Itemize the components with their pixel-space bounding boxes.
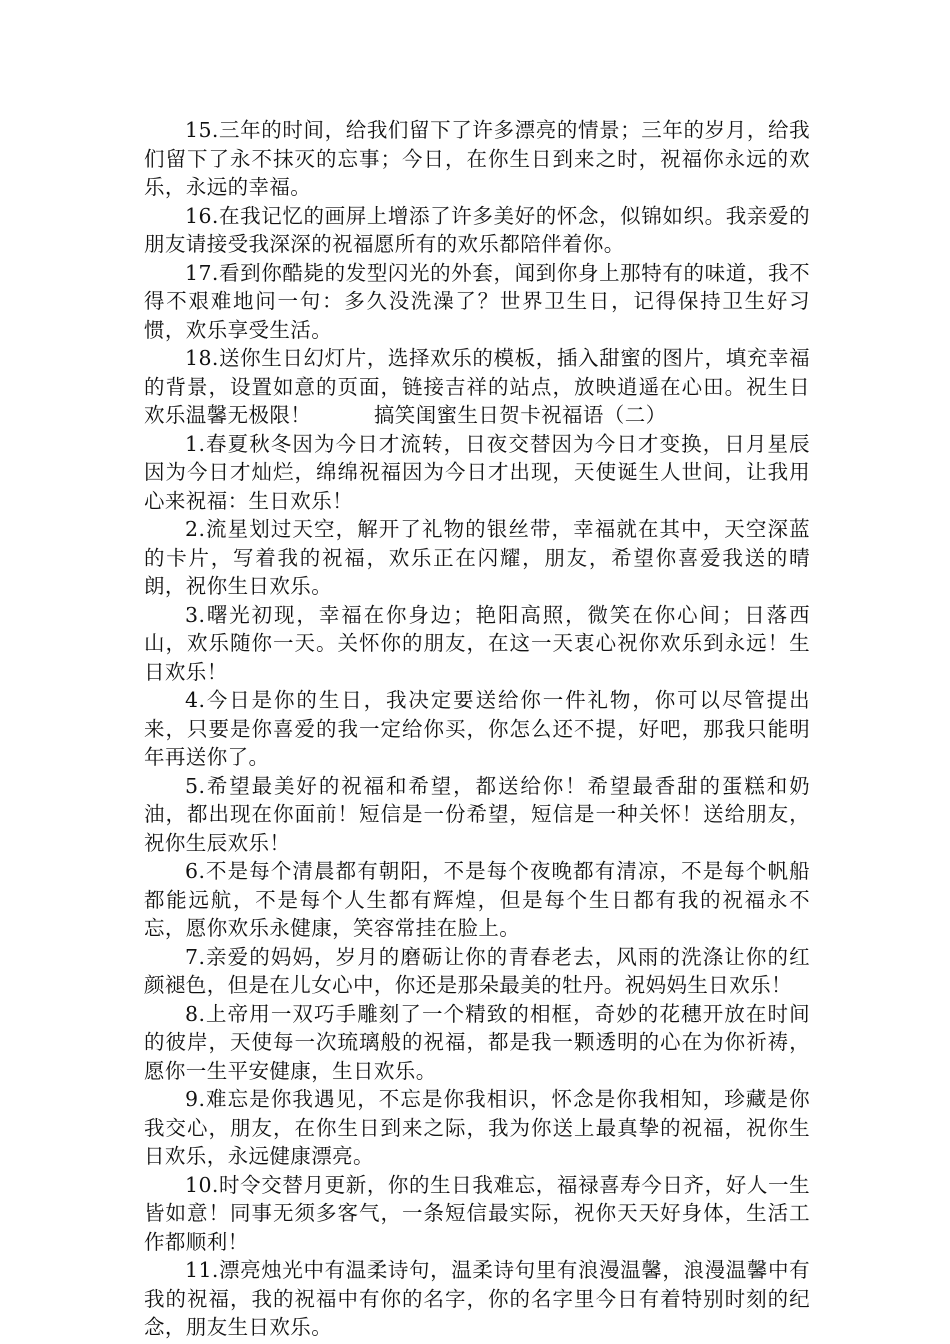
paragraph: 17.看到你酷毙的发型闪光的外套，闻到你身上那特有的味道，我不得不艰难地问一句：多久没洗澡了？世界卫生日，记得保持卫生好习惯，欢乐享受生活。 xyxy=(144,260,810,342)
paragraph: 2.流星划过天空，解开了礼物的银丝带，幸福就在其中，天空深蓝的卡片，写着我的祝福，欢乐正在闪耀，朋友，希望你喜爱我送的晴朗，祝你生日欢乐。 xyxy=(144,517,810,598)
paragraph: 5.希望最美好的祝福和希望，都送给你！希望最香甜的蛋糕和奶油，都出现在你面前！短信是一份希望，短信是一种关怀！送给朋友，祝你生辰欢乐！ xyxy=(144,773,810,855)
paragraph: 4.今日是你的生日，我决定要送给你一件礼物，你可以尽管提出来，只要是你喜爱的我一定给你买，你怎么还不提，好吧，那我只能明年再送你了。 xyxy=(144,688,810,769)
paragraph: 8.上帝用一双巧手雕刻了一个精致的相框，奇妙的花穗开放在时间的彼岸，天使每一次琉璃般的祝福，都是我一颗透明的心在为你祈祷，愿你一生平安健康，生日欢乐。 xyxy=(144,1001,810,1083)
paragraph: 10.时令交替月更新，你的生日我难忘，福禄喜寿今日齐，好人一生皆如意！同事无须多客气，一条短信最实际，祝你天天好身体，生活工作都顺利！ xyxy=(144,1172,810,1254)
paragraph: 11.漂亮烛光中有温柔诗句，温柔诗句里有浪漫温馨，浪漫温馨中有我的祝福，我的祝福中有你的名字，你的名字里今日有着特别时刻的纪念，朋友生日欢乐。 xyxy=(144,1258,810,1339)
paragraph: 9.难忘是你我遇见，不忘是你我相识，怀念是你我相知，珍藏是你我交心，朋友，在你生日到来之际，我为你送上最真挚的祝福，祝你生日欢乐，永远健康漂亮。 xyxy=(144,1087,810,1168)
paragraph: 1.春夏秋冬因为今日才流转，日夜交替因为今日才变换，日月星辰因为今日才灿烂，绵绵祝福因为今日才出现，天使诞生人世间，让我用心来祝福：生日欢乐！ xyxy=(144,431,810,513)
paragraph: 16.在我记忆的画屏上增添了许多美好的怀念，似锦如织。我亲爱的朋友请接受我深深的祝福愿所有的欢乐都陪伴着你。 xyxy=(144,203,810,256)
paragraph: 15.三年的时间，给我们留下了许多漂亮的情景；三年的岁月，给我们留下了永不抹灭的忘事；今日，在你生日到来之时，祝福你永远的欢乐，永远的幸福。 xyxy=(144,118,810,199)
paragraph: 7.亲爱的妈妈，岁月的磨砺让你的青春老去，风雨的洗涤让你的红颜褪色，但是在儿女心中，你还是那朵最美的牡丹。祝妈妈生日欢乐！ xyxy=(144,944,810,997)
document-body xyxy=(144,116,810,1342)
paragraph: 6.不是每个清晨都有朝阳，不是每个夜晚都有清凉，不是每个帆船都能远航，不是每个人生都有辉煌，但是每个生日都有我的祝福永不忘，愿你欢乐永健康，笑容常挂在脸上。 xyxy=(144,859,810,940)
paragraph: 18.送你生日幻灯片，选择欢乐的模板，插入甜蜜的图片，填充幸福的背景，设置如意的页面，链接吉祥的站点，放映逍遥在心田。祝生日欢乐温馨无极限！ 搞笑闺蜜生日贺卡祝福语（二） xyxy=(144,346,810,427)
paragraph: 3.曙光初现，幸福在你身边；艳阳高照，微笑在你心间；日落西山，欢乐随你一天。关怀你的朋友，在这一天衷心祝你欢乐到永远！生日欢乐！ xyxy=(144,602,810,684)
